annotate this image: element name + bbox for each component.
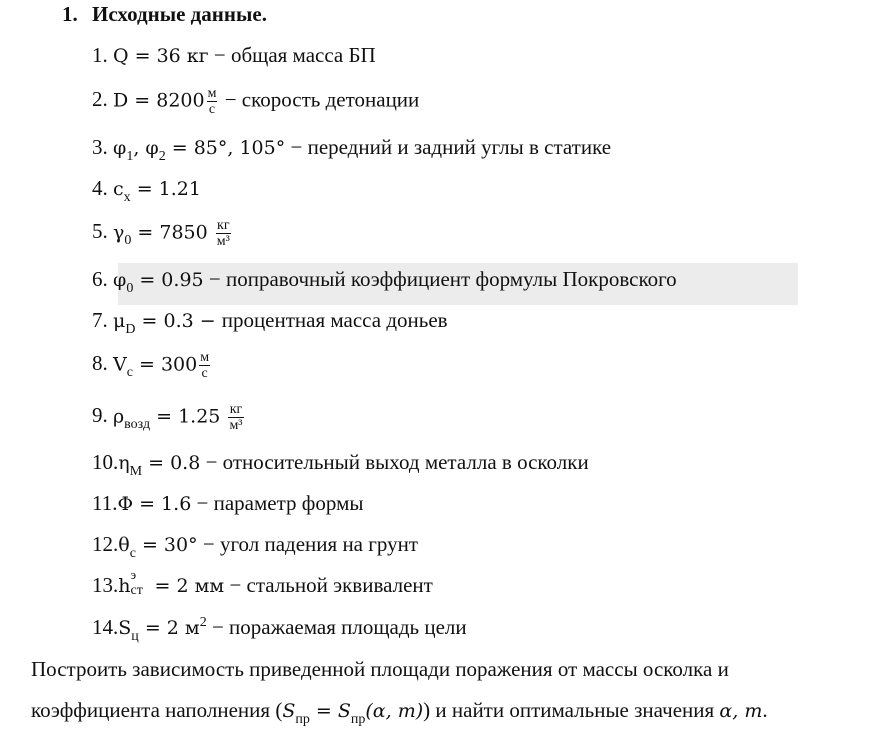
- unit-fraction: [216, 218, 231, 249]
- text: .: [762, 698, 768, 722]
- equation: = 0.8: [142, 452, 201, 474]
- script-stack: [130, 567, 149, 598]
- subscript: возд: [124, 417, 151, 433]
- list-item: [92, 266, 677, 296]
- symbol: ρ: [113, 405, 125, 428]
- list-item: [92, 307, 448, 337]
- subscript: пр: [295, 712, 310, 727]
- unit-fraction: [199, 350, 210, 381]
- description: − относительный выход металла в осколки: [200, 450, 589, 474]
- symbol: h: [118, 575, 131, 597]
- subscript: 0: [124, 233, 132, 249]
- list-item: [92, 567, 433, 599]
- text: ) и найти оптимальные значения: [423, 698, 720, 722]
- description: процентная масса доньев: [221, 308, 448, 332]
- description: − угол падения на грунт: [197, 532, 419, 556]
- subscript: D: [125, 322, 136, 337]
- list-item: [92, 449, 589, 479]
- subscript: ц: [131, 629, 139, 644]
- symbol: S: [282, 700, 296, 722]
- item-number: 9.: [92, 403, 108, 428]
- symbol: φ: [113, 269, 127, 291]
- fraction-numerator: м: [200, 350, 210, 365]
- description: − поражаемая площадь цели: [206, 615, 467, 639]
- symbol: η: [118, 452, 130, 474]
- list-item: [92, 490, 364, 517]
- fraction-numerator: кг: [229, 402, 243, 417]
- section-title: Исходные данные.: [92, 2, 267, 26]
- equation: = 1.21: [130, 178, 201, 200]
- equation: = 36 кг: [128, 45, 209, 67]
- description: − скорость детонации: [219, 87, 420, 112]
- symbol: S: [337, 700, 351, 722]
- equation: = 30°: [135, 534, 198, 556]
- subscript: M: [129, 464, 143, 479]
- symbol: Φ: [117, 493, 134, 515]
- subscript: 0: [126, 281, 134, 296]
- item-number: 13.: [92, 573, 119, 597]
- description: − общая масса БП: [208, 43, 376, 67]
- fraction-denominator: с: [208, 102, 216, 117]
- item-number: 6.: [92, 267, 108, 291]
- superscript: 2: [199, 615, 207, 630]
- unit-fraction: [228, 402, 243, 433]
- item-number: 14.: [92, 615, 119, 639]
- text: коэффициента наполнения (: [31, 698, 283, 722]
- fraction-denominator: м³: [229, 418, 243, 433]
- symbol: φ: [113, 137, 127, 159]
- symbol: D: [113, 89, 129, 112]
- subscript: 1: [126, 149, 134, 164]
- list-item: [92, 350, 212, 381]
- subscript: c: [129, 546, 136, 561]
- subscript: 2: [158, 149, 166, 164]
- equation: = 85°, 105°: [165, 137, 286, 159]
- equation: = 0.95: [133, 269, 204, 291]
- symbol: γ: [113, 221, 125, 244]
- item-number: 11.: [92, 491, 118, 515]
- subscript: c: [126, 365, 133, 381]
- item-number: 8.: [92, 351, 108, 376]
- superscript: э: [130, 567, 137, 582]
- equation: = 2 м: [138, 617, 200, 639]
- description: − параметр формы: [191, 491, 364, 515]
- section-number: 1.: [62, 2, 78, 26]
- symbol: V: [113, 353, 127, 376]
- equation: = 300: [132, 353, 198, 376]
- list-item: [92, 175, 201, 205]
- description: − стальной эквивалент: [224, 573, 433, 597]
- list-item: [92, 86, 419, 117]
- equation: = 7850: [131, 221, 214, 244]
- subscript: ст: [130, 583, 143, 598]
- item-number: 5.: [92, 219, 108, 244]
- item-number: 4.: [92, 176, 108, 200]
- list-item: [92, 218, 233, 249]
- item-number: 2.: [92, 87, 108, 112]
- symbol: c: [113, 178, 124, 200]
- fraction-denominator: м³: [216, 234, 230, 249]
- symbol: θ: [118, 534, 130, 556]
- list-item: [92, 531, 418, 561]
- equation: = 1.25: [150, 405, 227, 428]
- fraction-numerator: кг: [217, 218, 230, 233]
- equals: =: [309, 700, 338, 722]
- task-paragraph-line-1: Построить зависимость приведенной площади поражения от массы осколка и: [31, 657, 729, 681]
- item-number: 7.: [92, 308, 108, 332]
- equation: = 1.6: [133, 493, 192, 515]
- list-item: [92, 134, 611, 164]
- unit-fraction: [207, 86, 218, 117]
- description: − поправочный коэффициент формулы Покровского: [203, 267, 677, 291]
- variables: α, m: [719, 700, 763, 722]
- section-heading: [62, 2, 267, 27]
- subscript: пр: [350, 712, 366, 727]
- description: − передний и задний углы в статике: [285, 135, 612, 159]
- item-number: 3.: [92, 135, 108, 159]
- symbol: Q: [113, 45, 129, 67]
- symbol: S: [118, 617, 132, 639]
- symbol: , φ: [133, 137, 159, 159]
- list-item: [92, 402, 246, 433]
- task-paragraph-line-2: [31, 698, 768, 727]
- list-item: [92, 42, 376, 69]
- arguments: (α, m): [365, 700, 424, 722]
- fraction-numerator: м: [207, 86, 217, 101]
- symbol: μ: [113, 310, 126, 332]
- equation: = 0.3 −: [135, 310, 222, 332]
- equation: = 2 мм: [148, 575, 225, 597]
- item-number: 10.: [92, 450, 119, 474]
- equation: = 8200: [128, 89, 205, 112]
- item-number: 1.: [92, 43, 108, 67]
- item-number: 12.: [92, 532, 119, 556]
- subscript: x: [123, 190, 131, 205]
- list-item: [92, 614, 467, 644]
- fraction-denominator: с: [201, 366, 208, 381]
